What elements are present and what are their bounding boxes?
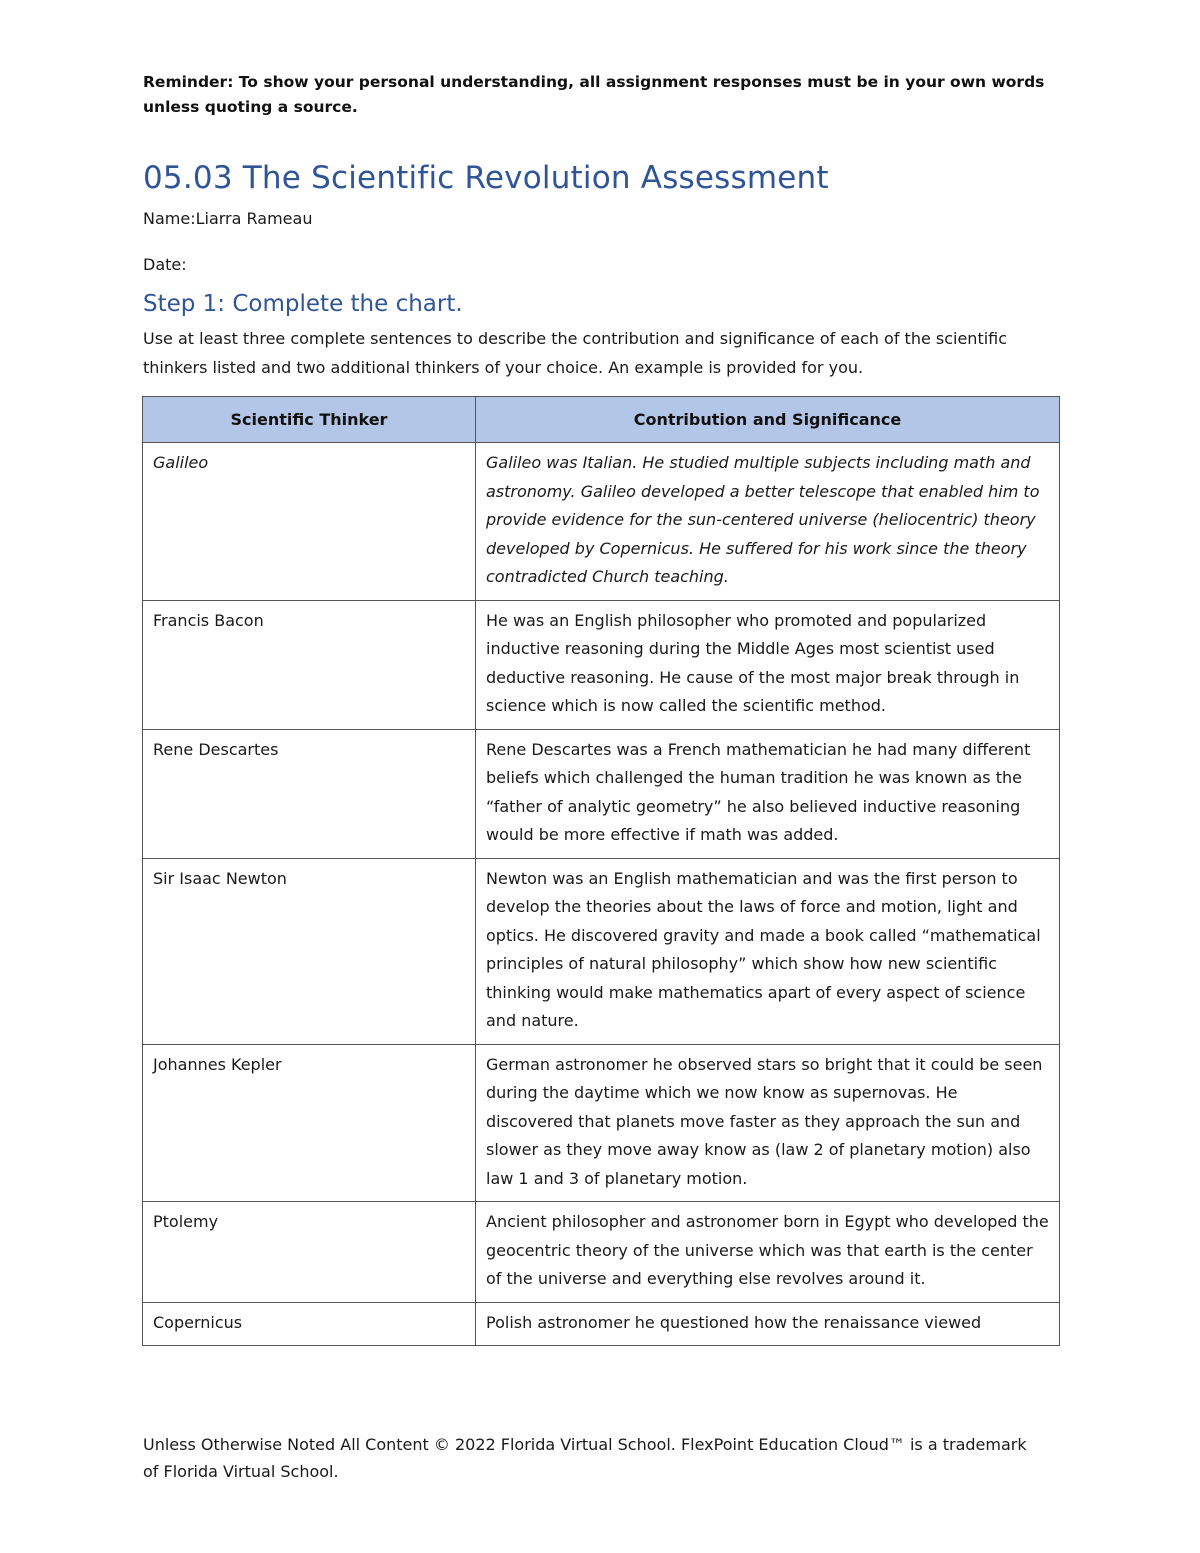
header-scientific-thinker: Scientific Thinker xyxy=(143,397,476,443)
contribution-cell: Ancient philosopher and astronomer born in Egypt who developed the geocentric theory of the universe which was that earth is the center of the universe and everything else revolves around it. xyxy=(476,1202,1060,1303)
step1-instructions: Use at least three complete sentences to describe the contribution and significance of each of the scientific thinkers listed and two additional thinkers of your choice. An example is provided for you. xyxy=(143,329,1008,377)
table-header-row xyxy=(143,397,1060,443)
contribution-cell: German astronomer he observed stars so bright that it could be seen during the daytime which we now know as supernovas. He discovered that planets move faster as they approach the sun and slower as they move away know as (law 2 of planetary motion) also law 1 and 3 of planetary motion. xyxy=(476,1044,1060,1202)
thinker-cell: Johannes Kepler xyxy=(143,1044,476,1202)
table-row xyxy=(143,1302,1060,1346)
thinker-cell: Galileo xyxy=(143,443,476,601)
thinker-cell: Francis Bacon xyxy=(143,600,476,729)
contribution-cell: Polish astronomer he questioned how the renaissance viewed xyxy=(476,1302,1060,1346)
name-field: Name:Liarra Rameau xyxy=(143,209,313,228)
thinker-cell: Rene Descartes xyxy=(143,729,476,858)
table-row xyxy=(143,600,1060,729)
copyright-footer: Unless Otherwise Noted All Content © 2022 Florida Virtual School. FlexPoint Education Cloud™ is a trademark of Florida Virtual School. xyxy=(143,1435,1027,1481)
date-field: Date: xyxy=(143,255,187,274)
table-row xyxy=(143,1044,1060,1202)
table-row xyxy=(143,729,1060,858)
thinker-cell: Sir Isaac Newton xyxy=(143,858,476,1044)
contribution-cell: Newton was an English mathematician and was the first person to develop the theories about the laws of force and motion, light and optics. He discovered gravity and made a book called “mathematical principles of natural philosophy” which show how new scientific thinking would make mathematics apart of every aspect of science and nature. xyxy=(476,858,1060,1044)
thinker-cell: Ptolemy xyxy=(143,1202,476,1303)
table-row xyxy=(143,1202,1060,1303)
scientific-thinkers-table xyxy=(142,396,1060,1346)
reminder-note: Reminder: To show your personal understanding, all assignment responses must be in your own words unless quoting a source. xyxy=(143,73,1045,116)
contribution-cell: He was an English philosopher who promoted and popularized inductive reasoning during the Middle Ages most scientist used deductive reasoning. He cause of the most major break through in science which is now called the scientific method. xyxy=(476,600,1060,729)
step1-heading: Step 1: Complete the chart. xyxy=(143,291,463,317)
page-title: 05.03 The Scientific Revolution Assessment xyxy=(143,160,829,196)
header-contribution: Contribution and Significance xyxy=(476,397,1060,443)
contribution-cell: Galileo was Italian. He studied multiple subjects including math and astronomy. Galileo developed a better telescope that enabled him to provide evidence for the sun-centered universe (heliocentric) theory developed by Copernicus. He suffered for his work since the theory contradicted Church teaching. xyxy=(476,443,1060,601)
table-row xyxy=(143,443,1060,601)
chart-table-container xyxy=(140,396,1062,1395)
thinker-cell: Copernicus xyxy=(143,1302,476,1346)
table-row xyxy=(143,858,1060,1044)
contribution-cell: Rene Descartes was a French mathematician he had many different beliefs which challenged the human tradition he was known as the “father of analytic geometry” he also believed inductive reasoning would be more effective if math was added. xyxy=(476,729,1060,858)
